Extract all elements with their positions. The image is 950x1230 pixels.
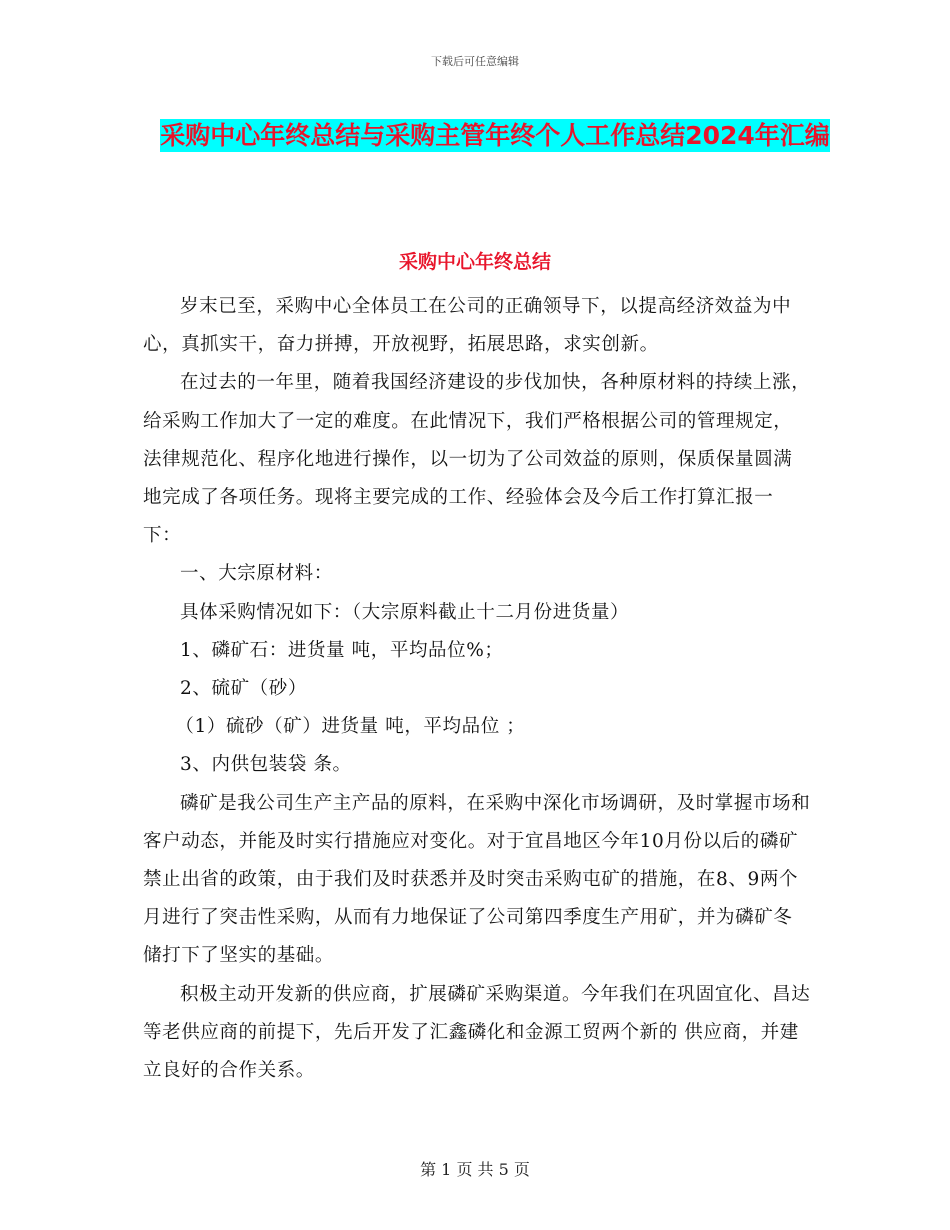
- document-title-text: 采购中心年终总结与采购主管年终个人工作总结2024年汇编: [160, 121, 830, 150]
- paragraph: 3、内供包装袋 条。: [180, 754, 352, 776]
- paragraph: 岁末已至，采购中心全体员工在公司的正确领导下，以提高经济效益为中心，真抓实干，奋力拼搏，开放视野，拓展思路，求实创新。: [143, 296, 792, 356]
- paragraph: 积极主动开发新的供应商，扩展磷矿采购渠道。今年我们在巩固宜化、昌达等老供应商的前提下，先后开发了汇鑫磷化和金源工贸两个新的 供应商，并建立良好的合作关系。: [143, 983, 811, 1082]
- paragraph: 一、大宗原材料：: [180, 563, 333, 585]
- section-title: 采购中心年终总结: [398, 251, 551, 273]
- page-number: 第 1 页 共 5 页: [420, 1160, 530, 1179]
- page-header-note: 下载后可任意编辑: [431, 55, 519, 68]
- paragraph: 2、硫矿（砂）: [180, 678, 307, 700]
- document-body: [143, 288, 811, 1090]
- paragraph: 在过去的一年里，随着我国经济建设的步伐加快，各种原材料的持续上涨，给采购工作加大了一定的难度。在此情况下，我们严格根据公司的管理规定，法律规范化、程序化地进行操作，以一切为了公司效益的原则，保质保量圆满地完成了各项任务。现将主要完成的工作、经验体会及今后工作打算汇报一下：: [143, 372, 811, 547]
- document-title: [140, 112, 850, 159]
- paragraph: 磷矿是我公司生产主产品的原料，在采购中深化市场调研，及时掌握市场和客户动态，并能及时实行措施应对变化。对于宜昌地区今年10月份以后的磷矿禁止出省的政策，由于我们及时获悉并及时突击采购屯矿的措施，在8、9两个月进行了突击性采购，从而有力地保证了公司第四季度生产用矿，并为磷矿冬储打下了坚实的基础。: [143, 792, 811, 967]
- paragraph: 1、磷矿石：进货量 吨，平均品位%；: [180, 639, 504, 661]
- paragraph: 具体采购情况如下：（大宗原料截止十二月份进货量）: [180, 601, 630, 623]
- paragraph: （1）硫砂（矿）进货量 吨，平均品位 ；: [175, 716, 526, 738]
